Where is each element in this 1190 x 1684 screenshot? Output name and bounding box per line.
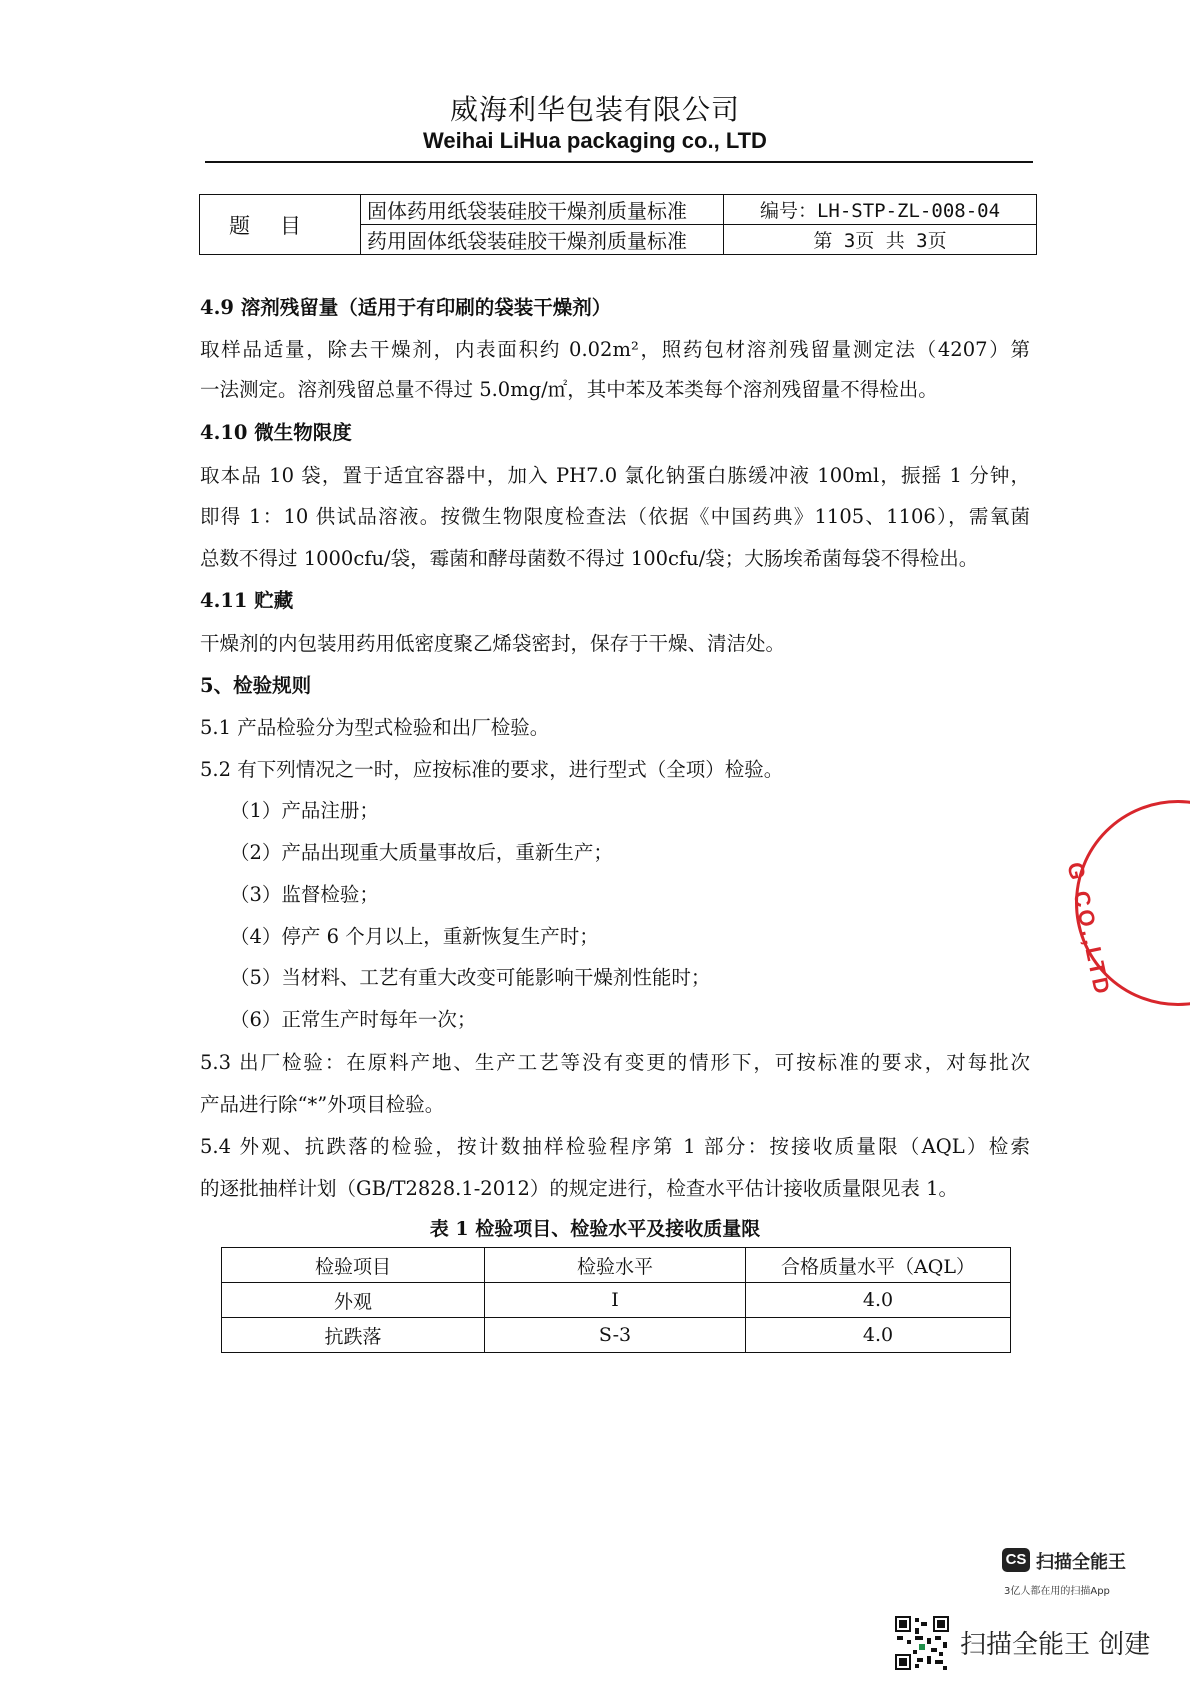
body-line: 的逐批抽样计划（GB/T2828.1-2012）的规定进行，检查水平估计接收质量限见表 1。 [200,1177,959,1200]
list-item: （3）监督检验； [230,883,379,906]
section-4-9-heading: 4.9 溶剂残留量（适用于有印刷的袋装干燥剂） [200,296,612,319]
body-line: 取本品 10 袋，置于适宜容器中，加入 PH7.0 氯化钠蛋白胨缓冲液 100ml，振摇 1 分钟， [200,464,1030,487]
table-row [222,1283,1011,1318]
title-line-1: 固体药用纸袋装硅胶干燥剂质量标准 [361,195,724,225]
watermark-tagline: 3亿人都在用的扫描App [1004,1586,1110,1597]
list-item: （2）产品出现重大质量事故后，重新生产； [230,841,613,864]
page-number: 第 3页 共 3页 [724,225,1037,255]
section-4-10-heading: 4.10 微生物限度 [200,421,352,444]
table-header-row [222,1248,1011,1283]
company-name-en: Weihai LiHua packaging co., LTD [423,128,767,153]
body-line: 即得 1：10 供试品溶液。按微生物限度检查法（依据《中国药典》1105、1106），需氧菌 [200,505,1030,528]
table-cell: 4.0 [746,1318,1011,1353]
document-code: 编号：LH-STP-ZL-008-04 [724,195,1037,225]
company-seal-text: G CO.,LTD [1062,860,1116,999]
table-cell: 抗跌落 [222,1318,485,1353]
list-item: （5）当材料、工艺有重大改变可能影响干燥剂性能时； [230,966,711,989]
inspection-table [221,1247,1011,1353]
table-cell: 4.0 [746,1283,1011,1318]
body-line: 产品进行除“*”外项目检验。 [200,1093,445,1116]
body-line: 5.4 外观、抗跌落的检验，按计数抽样检验程序第 1 部分：按接收质量限（AQL）检索 [200,1135,1030,1158]
table-cell: I [485,1283,746,1318]
list-item: （1）产品注册； [230,799,379,822]
body-line: 5.1 产品检验分为型式检验和出厂检验。 [200,716,550,739]
table-header-cell: 检验水平 [485,1248,746,1283]
body-line: 总数不得过 1000cfu/袋，霉菌和酵母菌数不得过 100cfu/袋；大肠埃希菌每袋不得检出。 [200,547,979,570]
header-rule [205,161,1033,163]
table-cell: 外观 [222,1283,485,1318]
list-item: （4）停产 6 个月以上，重新恢复生产时； [230,925,599,948]
body-line: 5.3 出厂检验：在原料产地、生产工艺等没有变更的情形下，可按标准的要求，对每批次 [200,1051,1030,1074]
camscanner-logo-icon: CS [1002,1548,1030,1572]
qr-code-icon [895,1616,949,1670]
table-caption: 表 1 检验项目、检验水平及接收质量限 [429,1218,761,1240]
body-line: 干燥剂的内包装用药用低密度聚乙烯袋密封，保存于干燥、清洁处。 [200,632,786,655]
section-4-11-heading: 4.11 贮藏 [200,589,294,612]
table-header-cell: 合格质量水平（AQL） [746,1248,1011,1283]
table-cell: S-3 [485,1318,746,1353]
document-header-table [199,194,1037,255]
body-line: 取样品适量，除去干燥剂，内表面积约 0.02m²，照药包材溶剂残留量测定法（4207）第 [200,338,1030,361]
watermark-created-by: 扫描全能王 创建 [960,1630,1151,1660]
body-line: 一法测定。溶剂残留总量不得过 5.0mg/㎡，其中苯及苯类每个溶剂残留量不得检出。 [200,378,938,401]
table-header-cell: 检验项目 [222,1248,485,1283]
company-name-cn: 威海利华包装有限公司 [449,93,740,126]
body-line: 5.2 有下列情况之一时，应按标准的要求，进行型式（全项）检验。 [200,758,784,781]
title-line-2: 药用固体纸袋装硅胶干燥剂质量标准 [361,225,724,255]
watermark-app-name: 扫描全能王 [1036,1552,1126,1573]
section-5-heading: 5、检验规则 [200,674,312,697]
subject-label: 题目 [200,195,361,255]
list-item: （6）正常生产时每年一次； [230,1008,477,1031]
table-row [222,1318,1011,1353]
